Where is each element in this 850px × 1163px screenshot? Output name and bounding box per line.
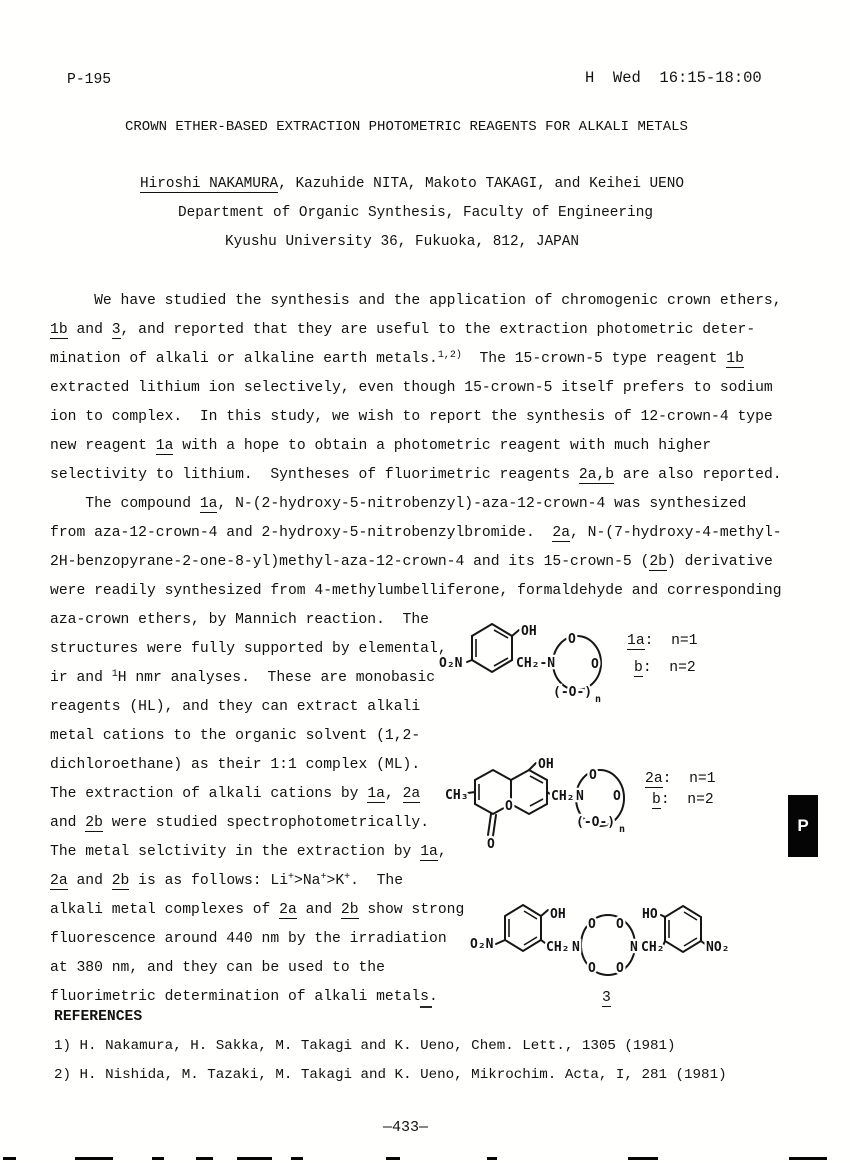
s1-repeat-oxygen: (-O-) <box>553 685 593 700</box>
scan-edge-mark <box>291 1157 303 1160</box>
body-line-11: were readily synthesized from 4-methylumbelliferone, formaldehyde and corresponding <box>50 583 782 599</box>
body-line-19: and 2b were studied spectrophotometrically. <box>50 815 430 831</box>
scan-edge-mark <box>152 1157 164 1160</box>
s3-nitro-left: O₂N <box>470 937 494 952</box>
structure-1-drawing <box>435 606 630 714</box>
s3-nitrogen-left: N <box>572 940 580 955</box>
body-line-20: The metal selctivity in the extraction by 1a, <box>50 844 447 860</box>
paper-number: P-195 <box>67 72 112 88</box>
scan-edge-mark <box>75 1157 113 1160</box>
s3-nitrogen-right: N <box>630 940 638 955</box>
s3-oxygen-top-right: O <box>616 917 624 932</box>
section-index-tab-label: P <box>797 816 809 835</box>
s2-oxygen-top: O <box>589 768 597 783</box>
benzene-ring <box>472 624 512 672</box>
scan-edge-mark <box>386 1157 400 1160</box>
body-line-2: 1b and 3, and reported that they are useful to the extraction photometric deter- <box>50 322 756 338</box>
page-number: —433— <box>383 1119 429 1136</box>
section-index-tab <box>788 795 818 857</box>
s1-hydroxyl-label: OH <box>521 624 537 639</box>
s2-nitrogen-label: N <box>576 789 584 804</box>
structure2-tag-b: b: n=2 <box>652 792 714 808</box>
body-line-17: dichloroethane) as their 1:1 complex (ML). <box>50 757 421 773</box>
body-line-7: selectivity to lithium. Syntheses of fluorimetric reagents 2a,b are also reported. <box>50 467 782 483</box>
right-benzene-ring <box>665 906 701 952</box>
reference-1: 1) H. Nakamura, H. Sakka, M. Takagi and K. Ueno, Chem. Lett., 1305 (1981) <box>54 1038 676 1054</box>
body-line-4: extracted lithium ion selectively, even though 15-crown-5 itself prefers to sodium <box>50 380 773 396</box>
s3-hydroxyl-left: OH <box>550 907 566 922</box>
s3-oxygen-top-left: O <box>588 917 596 932</box>
structure1-tag-b: b: n=2 <box>634 660 696 676</box>
body-line-24: at 380 nm, and they can be used to the <box>50 960 385 976</box>
scan-edge-mark <box>196 1157 213 1160</box>
body-line-10: 2H-benzopyrane-2-one-8-yl)methyl-aza-12-crown-4 and its 15-crown-5 (2b) derivative <box>50 554 773 570</box>
s1-oxygen-right: O <box>591 657 599 672</box>
title: CROWN ETHER-BASED EXTRACTION PHOTOMETRIC REAGENTS FOR ALKALI METALS <box>125 119 688 135</box>
body-line-16: metal cations to the organic solvent (1,2- <box>50 728 421 744</box>
left-benzene-ring <box>505 905 541 951</box>
structure-3-drawing <box>458 891 758 1013</box>
body-line-23: fluorescence around 440 nm by the irradiation <box>50 931 447 947</box>
structure3-tag: 3 <box>602 990 611 1006</box>
s1-nitro-label: O₂N <box>439 656 463 671</box>
body-line-6: new reagent 1a with a hope to obtain a photometric reagent with much higher <box>50 438 712 454</box>
authors: Hiroshi NAKAMURA, Kazuhide NITA, Makoto TAKAGI, and Keihei UENO <box>140 176 685 192</box>
body-line-21: 2a and 2b is as follows: Li+>Na+>K+. The <box>50 872 404 889</box>
body-line-1: We have studied the synthesis and the application of chromogenic crown ethers, <box>50 293 782 309</box>
affiliation-dept: Department of Organic Synthesis, Faculty of Engineering <box>178 205 653 221</box>
s3-hydroxyl-right: HO <box>642 907 658 922</box>
scan-edge-mark <box>628 1157 658 1160</box>
s1-oxygen-top: O <box>568 632 576 647</box>
s1-methylene-amine-label: CH₂-N <box>516 656 556 671</box>
s2-methylene-label: CH₂ <box>551 789 575 804</box>
s3-oxygen-bottom-right: O <box>616 961 624 976</box>
s2-oxygen-right: O <box>613 789 621 804</box>
body-line-13: structures were fully supported by elemental, <box>50 641 447 657</box>
s3-methylene-left: CH₂ <box>546 940 570 955</box>
scan-speck <box>420 1006 432 1008</box>
scan-edge-mark <box>789 1157 827 1160</box>
s2-repeat-subscript: n <box>619 824 626 835</box>
references-heading: REFERENCES <box>54 1009 143 1025</box>
s2-methyl-label: CH₃ <box>445 788 469 803</box>
body-line-14: ir and $^1$H nmr analyses. These are monobasic <box>50 669 436 686</box>
benzene-ring <box>511 770 547 814</box>
reference-2: 2) H. Nishida, M. Tazaki, M. Takagi and K. Ueno, Mikrochim. Acta, I, 281 (1981) <box>54 1067 727 1083</box>
body-line-8: The compound 1a, N-(2-hydroxy-5-nitrobenzyl)-aza-12-crown-4 was synthesized <box>50 496 747 512</box>
scan-edge-mark <box>487 1157 497 1160</box>
s3-nitro-right: NO₂ <box>706 940 730 955</box>
body-line-25: fluorimetric determination of alkali metals. <box>50 989 438 1005</box>
body-line-5: ion to complex. In this study, we wish to report the synthesis of 12-crown-4 type <box>50 409 773 425</box>
s3-oxygen-bottom-left: O <box>588 961 596 976</box>
s2-ring-oxygen: O <box>505 799 513 814</box>
affiliation-univ: Kyushu University 36, Fukuoka, 812, JAPAN <box>225 234 580 250</box>
body-line-15: reagents (HL), and they can extract alkali <box>50 699 421 715</box>
body-line-3: mination of alkali or alkaline earth metals.$^{1,2)}$ The 15-crown-5 type reagent 1b <box>50 350 744 367</box>
s1-repeat-subscript: n <box>595 694 602 705</box>
s3-methylene-right: CH₂ <box>641 940 665 955</box>
body-line-22: alkali metal complexes of 2a and 2b show strong <box>50 902 465 918</box>
scan-edge-mark <box>3 1157 16 1160</box>
structure2-tag-a: 2a: n=1 <box>645 771 716 787</box>
structure-2-drawing <box>443 748 648 866</box>
body-line-12: aza-crown ethers, by Mannich reaction. The <box>50 612 429 628</box>
s2-carbonyl-oxygen: O <box>487 837 495 852</box>
scan-edge-mark <box>237 1157 272 1160</box>
body-line-18: The extraction of alkali cations by 1a, 2a <box>50 786 421 802</box>
s2-repeat-oxygen: (-O-) <box>576 815 616 830</box>
body-line-9: from aza-12-crown-4 and 2-hydroxy-5-nitrobenzylbromide. 2a, N-(7-hydroxy-4-methyl- <box>50 525 782 541</box>
structure1-tag-a: 1a: n=1 <box>627 633 698 649</box>
session-info: H Wed 16:15-18:00 <box>585 69 762 87</box>
s2-hydroxyl-label: OH <box>538 757 554 772</box>
